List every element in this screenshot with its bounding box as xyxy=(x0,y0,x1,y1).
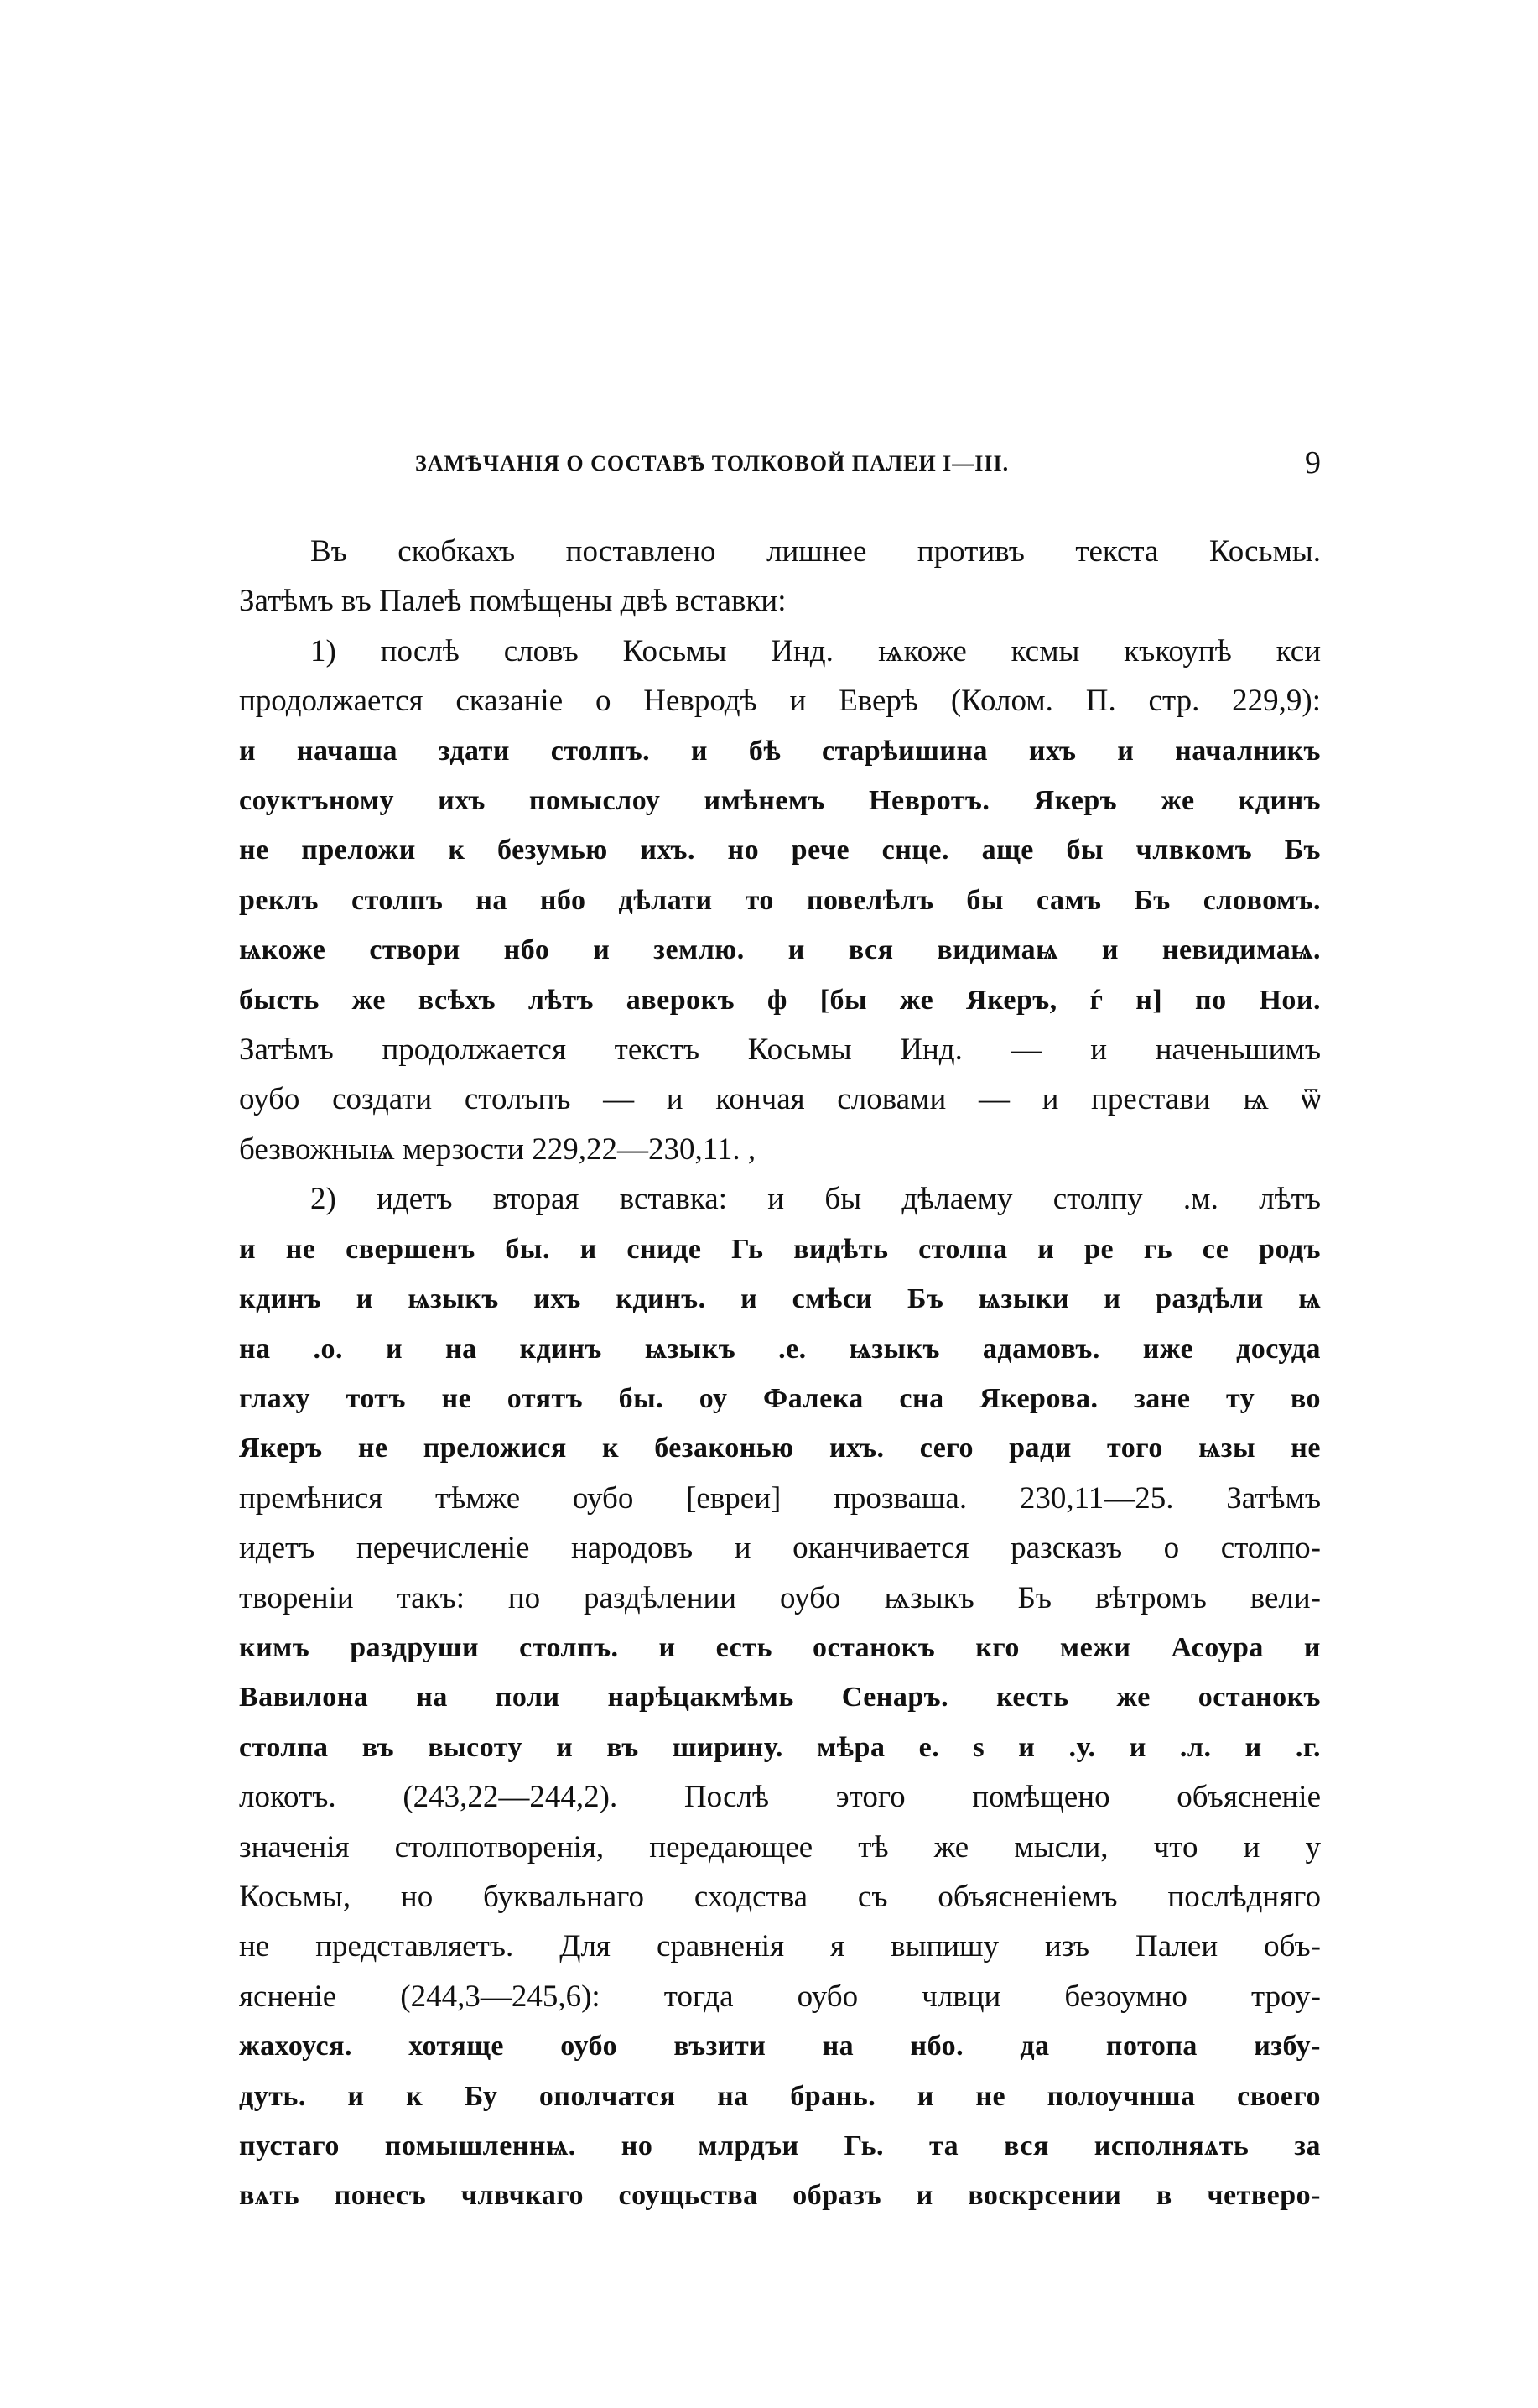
text-line: Затѣмъ въ Палеѣ помѣщены двѣ вставки: xyxy=(239,584,787,619)
text-line: дуть. и к Бу ополчатся на брань. и не полоучнша своего xyxy=(239,2080,1321,2112)
text-line: пустаго помышленнѩ. но млрдъи Гь. та вся исполняѧть за xyxy=(239,2130,1321,2161)
text-line: Вавилона на поли нарѣцакмѣмь Сенаръ. кесть же останокъ xyxy=(239,1682,1321,1714)
text-line: на .о. и на кдинъ ѩзыкъ .е. ѩзыкъ адамовъ. иже досуда xyxy=(239,1333,1321,1365)
running-title: ЗАМѢЧАНІЯ О СОСТАВѢ ТОЛКОВОЙ ПАЛЕИ I—III. xyxy=(415,451,1010,476)
text-line: 1) послѣ словъ Косьмы Инд. ѩкоже ксмы къкоупѣ кси xyxy=(310,633,1321,668)
text-line: вѧть понесъ члвчкаго соущьства образъ и воскрсении в четверо- xyxy=(239,2180,1321,2212)
text-line: Затѣмъ продолжается текстъ Косьмы Инд. — и наченьшимъ xyxy=(239,1032,1321,1068)
text-line: оубо создати столъпъ — и кончая словами — и престави ѩ ѿ xyxy=(239,1082,1321,1117)
text-line: безвожныѩ мерзости 229,22—230,11. , xyxy=(239,1131,756,1167)
text-line: столпа въ высоту и въ ширину. мѣра е. ѕ и .у. и .л. и .г. xyxy=(239,1731,1321,1763)
text-line: Якеръ не преложися к безаконью ихъ. сего ради того ѩзы не xyxy=(239,1433,1321,1464)
text-line: и начаша здати столпъ. и бѣ старѣишина ихъ и началникъ xyxy=(239,735,1321,767)
text-line: Косьмы, но буквальнаго сходства съ объясненіемъ послѣдняго xyxy=(239,1879,1321,1914)
body-text xyxy=(239,527,1321,2221)
text-line: твореніи такъ: по раздѣлении оубо ѩзыкъ Бъ вѣтромъ вели- xyxy=(239,1580,1321,1615)
text-line: и не свершенъ бы. и сниде Гь видѣть столпа и ре гь се родъ xyxy=(239,1233,1321,1265)
text-line: 2) идетъ вторая вставка: и бы дѣлаемy столпу .м. лѣтъ xyxy=(310,1182,1321,1217)
text-line: ѩкоже створи нбо и землю. и вся видимаѩ и невидимаѩ. xyxy=(239,934,1321,966)
running-head xyxy=(239,445,1321,495)
page-number: 9 xyxy=(1305,445,1321,481)
text-line: реклъ столпъ на нбо дѣлати то повелѣлъ бы самъ Бъ словомъ. xyxy=(239,884,1321,916)
text-line: кдинъ и ѩзыкъ ихъ кдинъ. и смѣси Бъ ѩзыки и раздѣли ѩ xyxy=(239,1283,1321,1315)
text-line: не преложи к безумью ихъ. но рече снце. аще бы члвкомъ Бъ xyxy=(239,835,1321,866)
text-line: не представляетъ. Для сравненія я выпишу изъ Палеи объ- xyxy=(239,1929,1321,1964)
text-line: продолжается сказаніе о Невродѣ и Еверѣ (Колом. П. стр. 229,9): xyxy=(239,684,1321,719)
text-line: жахоуся. хотяще оубо възити на нбо. да потопа избу- xyxy=(239,2031,1321,2062)
text-line: премѣнися тѣмже оубо [евреи] прозваша. 230,11—25. Затѣмъ xyxy=(239,1480,1321,1516)
text-line: идетъ перечисленіе народовъ и оканчивается разсказъ о столпо- xyxy=(239,1531,1321,1566)
text-line: соуктъному ихъ помыслоу имѣнемъ Невротъ. Якеръ же кдинъ xyxy=(239,785,1321,817)
text-line: глаху тотъ не отятъ бы. оу Фалека сна Якерова. зане ту во xyxy=(239,1382,1321,1414)
text-line: бысть же всѣхъ лѣтъ аверокъ ф [бы же Якеръ, ѓ н] по Нои. xyxy=(239,984,1321,1016)
text-line: ясненіе (244,3—245,6): тогда оубо члвци безоумно троу- xyxy=(239,1979,1321,2014)
text-line: кимъ раздруши столпъ. и есть останокъ кго межи Асоура и xyxy=(239,1631,1321,1663)
text-line: значенія столпотворенія, передающее тѣ же мысли, что и у xyxy=(239,1829,1321,1865)
text-line: локотъ. (243,22—244,2). Послѣ этого помѣщено объясненіе xyxy=(239,1780,1321,1815)
text-line: Въ скобкахъ поставлено лишнее противъ текста Косьмы. xyxy=(310,534,1321,569)
